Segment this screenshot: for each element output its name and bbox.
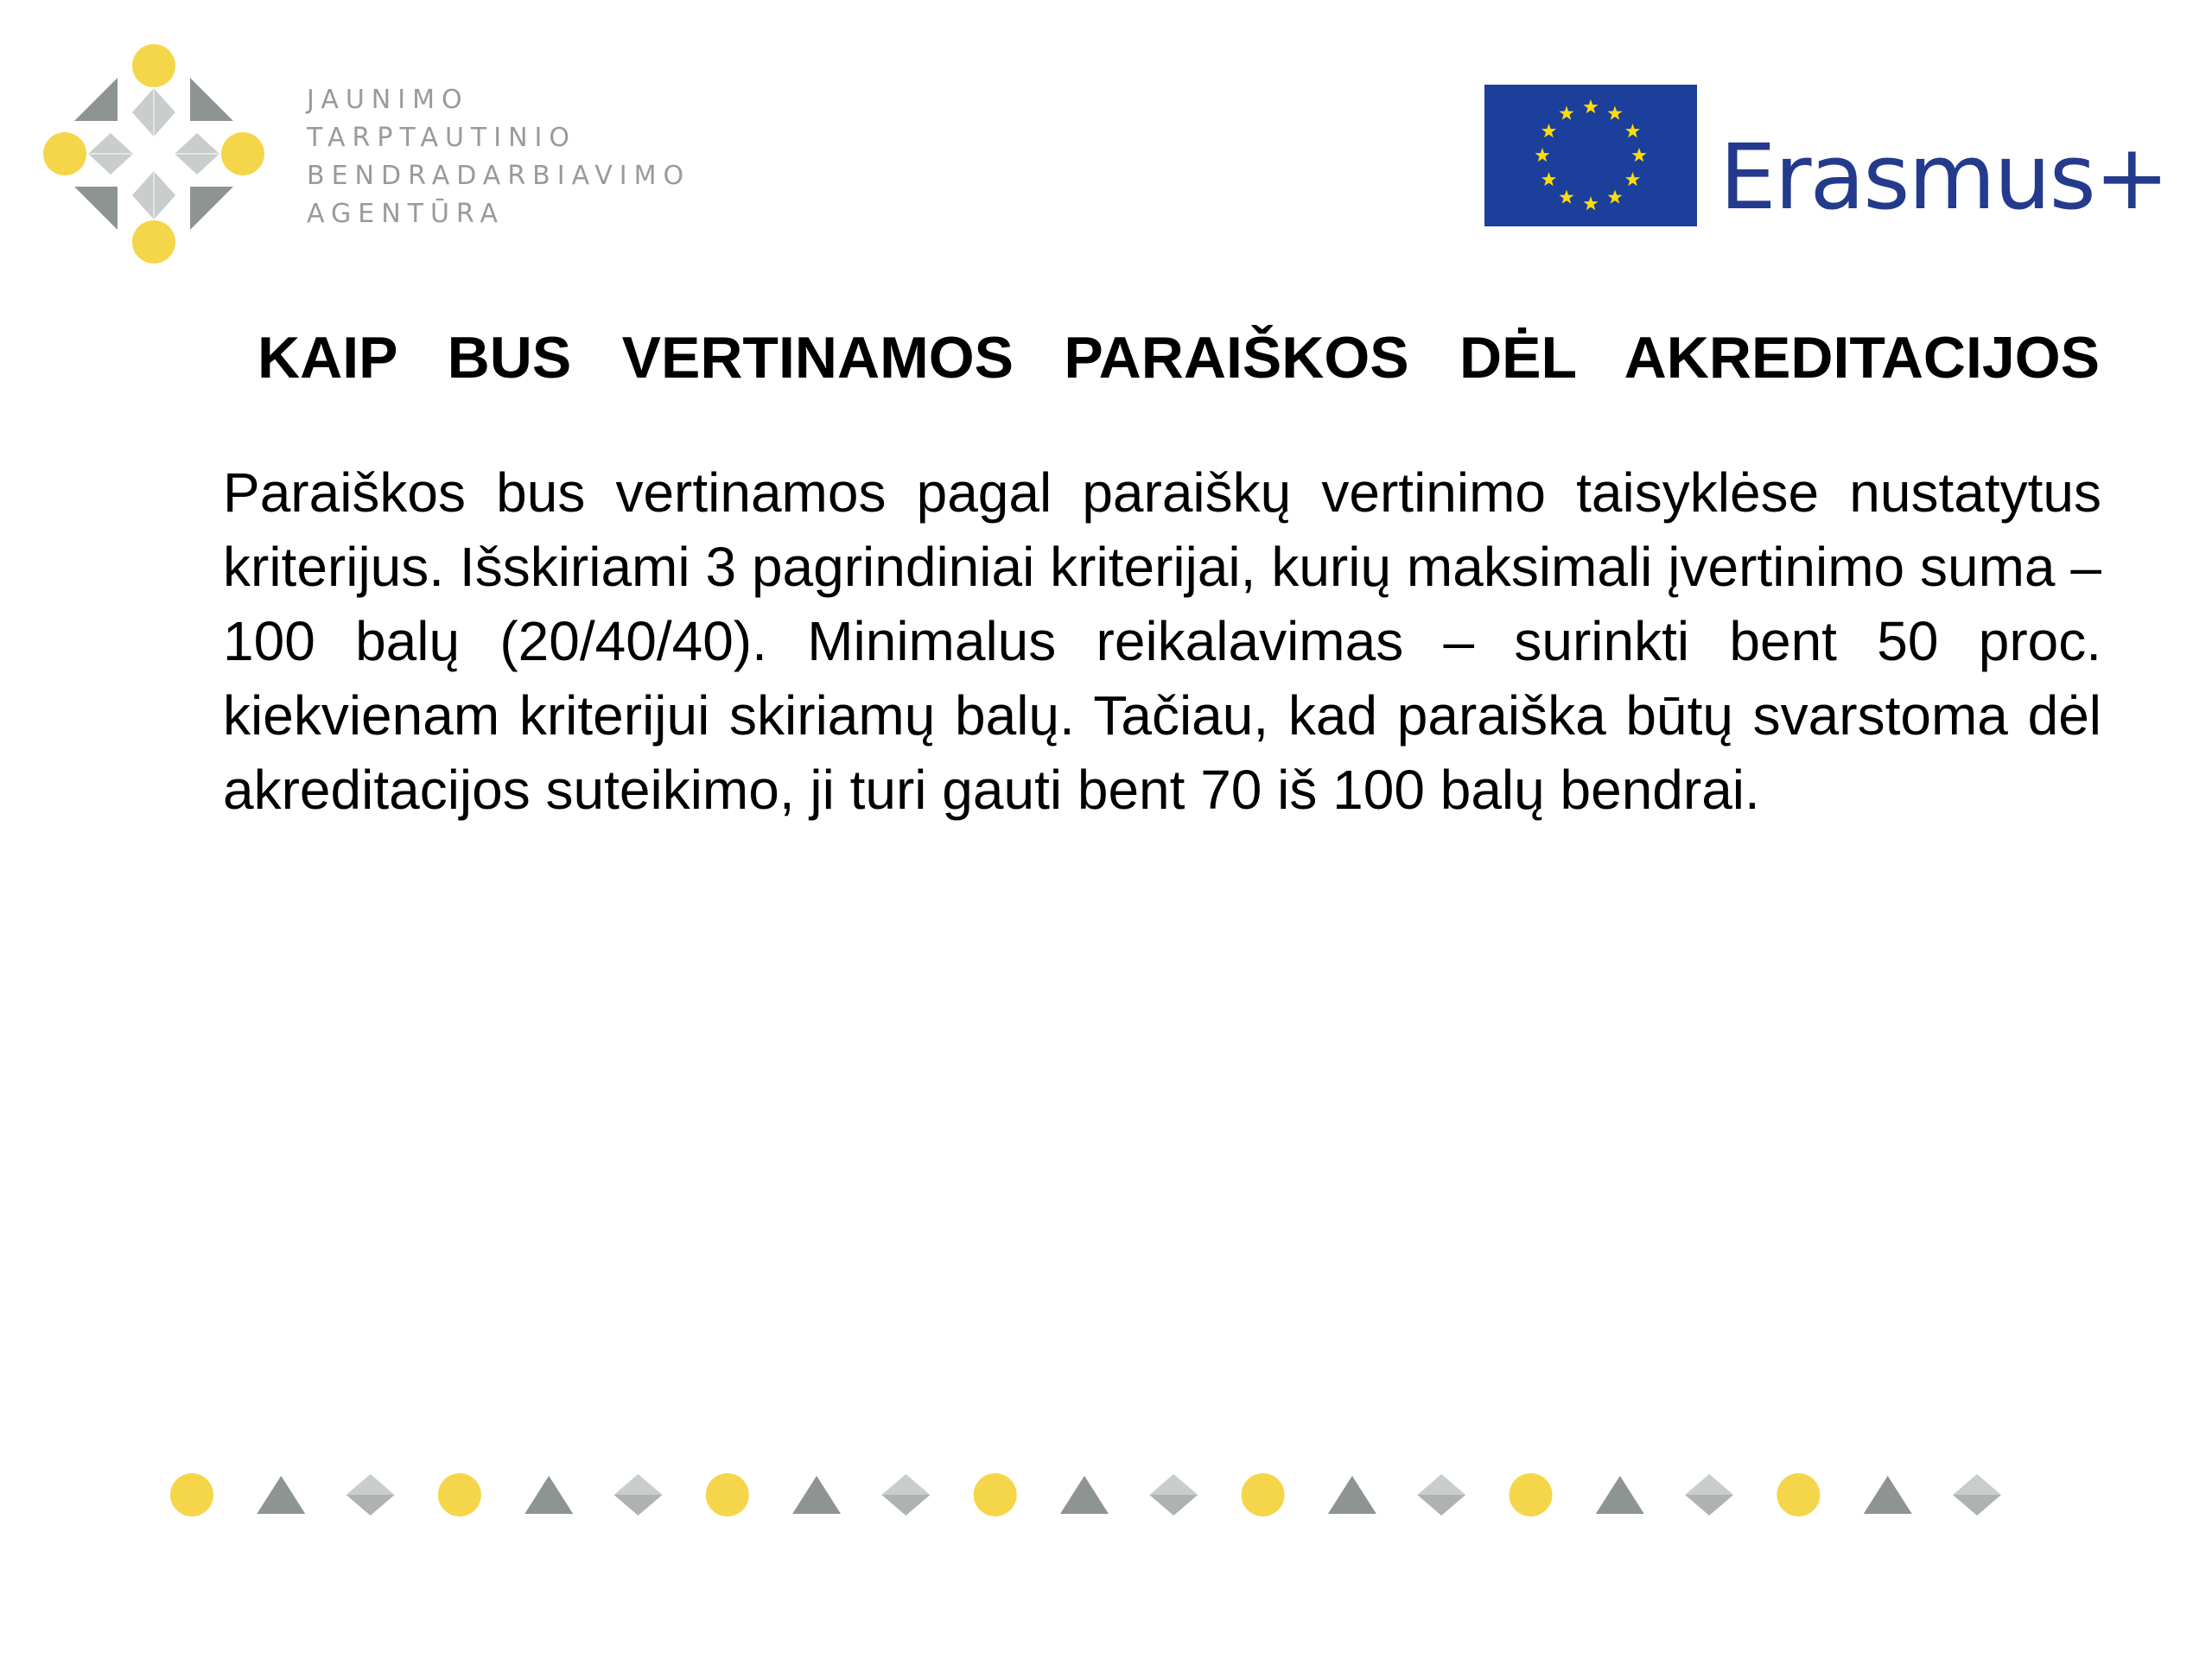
logo-triangle-tr <box>190 78 233 121</box>
footer-triangle-icon <box>792 1476 841 1514</box>
footer-triangle-icon <box>1060 1476 1109 1514</box>
footer-diamond-icon <box>614 1474 663 1516</box>
slide-title: KAIP BUS VERTINAMOS PARAIŠKOS DĖL AKREDITACIJOS <box>257 325 2100 391</box>
footer-circle-icon <box>438 1473 481 1516</box>
agency-name-line: AGENTŪRA <box>307 199 505 229</box>
footer-circle-icon <box>1510 1473 1553 1516</box>
footer-pattern <box>164 1460 2031 1529</box>
footer-circle-icon <box>706 1473 749 1516</box>
footer-triangle-icon <box>1596 1476 1644 1514</box>
footer-triangle-icon <box>1328 1476 1376 1514</box>
footer-diamond-icon <box>1417 1474 1465 1516</box>
logo-circle-right <box>221 132 264 175</box>
logo-triangle-tl <box>74 78 118 121</box>
footer-circle-icon <box>1242 1473 1285 1516</box>
agency-name <box>307 81 690 233</box>
footer-diamond-icon <box>346 1474 395 1516</box>
agency-name-line: TARPTAUTINIO <box>307 123 577 153</box>
logo-triangle-br <box>190 187 233 230</box>
logo-triangle-bl <box>74 187 118 230</box>
footer-diamond-icon <box>1953 1474 2001 1516</box>
footer-circle-icon <box>1777 1473 1820 1516</box>
erasmus-plus-wordmark: Erasmus+ <box>1719 124 2168 230</box>
footer-diamond-icon <box>1149 1474 1198 1516</box>
slide-body-text: Paraiškos bus vertinamos pagal paraiškų vertinimo taisyklėse nustatytus kriterijus. Išskiriami 3 pagrindiniai kriterijai, kurių maksimali įvertinimo suma – 100 balų (20/40/40). Minimalus reikalavimas – surinkti bent 50 proc. kiekvienam kriterijui skiriamų balų. Tačiau, kad paraiška būtų svarstoma dėl akreditacijos suteikimo, ji turi gauti bent 70 iš 100 balų bendrai. <box>223 461 2101 821</box>
logo-circle-bottom <box>132 220 175 264</box>
eu-flag-icon <box>1484 85 1697 226</box>
agency-name-line: BENDRADARBIAVIMO <box>307 161 691 191</box>
footer-triangle-icon <box>257 1476 305 1514</box>
logo-circle-left <box>43 132 86 175</box>
agency-logo <box>41 43 266 268</box>
footer-triangle-icon <box>524 1476 573 1514</box>
agency-name-line: JAUNIMO <box>307 85 469 115</box>
footer-circle-icon <box>974 1473 1017 1516</box>
footer-circle-icon <box>170 1473 213 1516</box>
footer-diamond-icon <box>881 1474 930 1516</box>
footer-triangle-icon <box>1864 1476 1912 1514</box>
footer-diamond-icon <box>1685 1474 1733 1516</box>
logo-circle-top <box>132 44 175 87</box>
